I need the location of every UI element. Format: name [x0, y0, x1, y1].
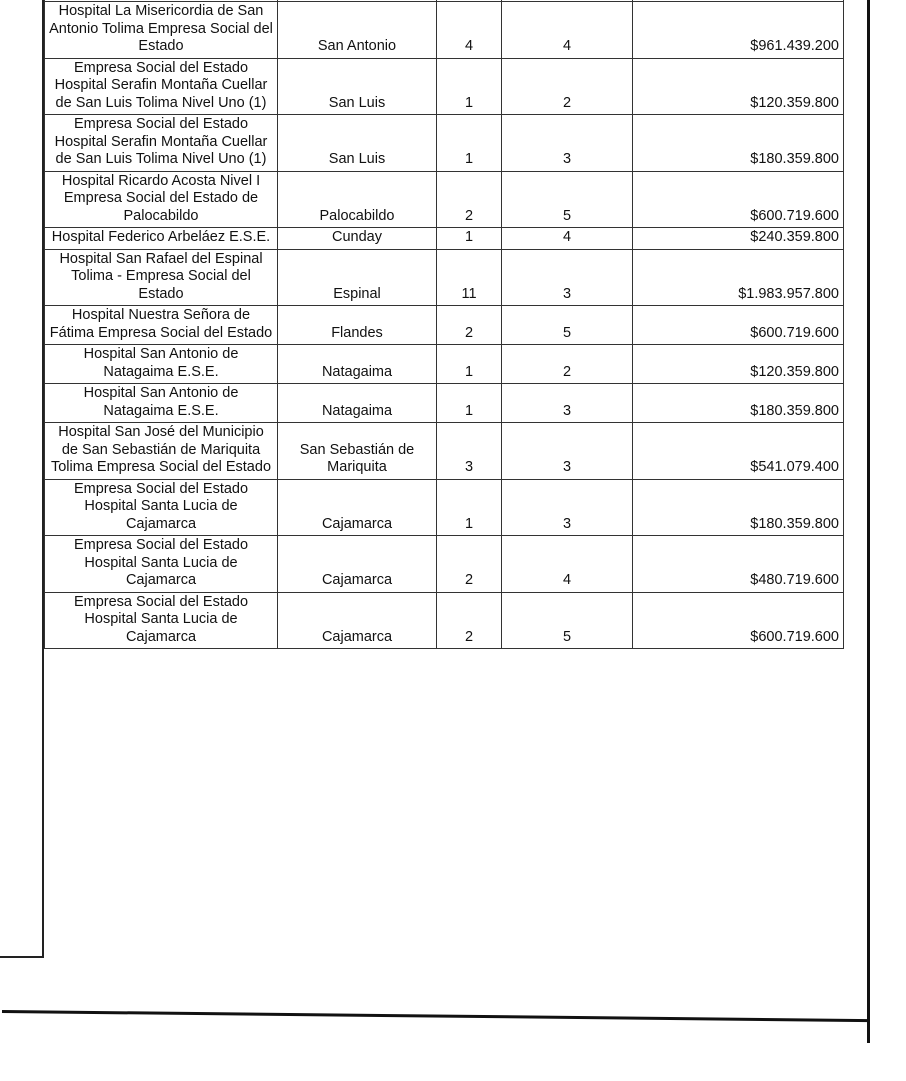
count-cell-2: 2	[502, 345, 633, 384]
value-cell: $600.719.600	[633, 592, 844, 649]
count-cell-2: 5	[502, 306, 633, 345]
table-row	[45, 536, 844, 593]
value-cell: $600.719.600	[633, 171, 844, 228]
table-row	[45, 345, 844, 384]
hospital-name-cell: Empresa Social del Estado Hospital Serafin Montaña Cuellar de San Luis Tolima Nivel Uno (1)	[45, 58, 278, 115]
hospital-name-cell: Hospital San Antonio de Natagaima E.S.E.	[45, 384, 278, 423]
value-cell: $961.439.200	[633, 2, 844, 59]
count-cell-2: 4	[502, 536, 633, 593]
municipality-cell: Natagaima	[278, 345, 437, 384]
count-cell-2: 2	[502, 58, 633, 115]
count-cell-1: 4	[437, 2, 502, 59]
count-cell-1: 1	[437, 345, 502, 384]
municipality-cell: San Antonio	[278, 2, 437, 59]
table-row	[45, 384, 844, 423]
page-frame-bottom-border	[2, 1010, 870, 1022]
page-frame-left-border	[0, 0, 44, 958]
municipality-cell: Natagaima	[278, 384, 437, 423]
value-cell: $180.359.800	[633, 479, 844, 536]
count-cell-2: 4	[502, 228, 633, 250]
page-frame-right-border	[867, 0, 870, 1043]
table-row	[45, 592, 844, 649]
hospital-name-cell: Hospital Ricardo Acosta Nivel I Empresa Social del Estado de Palocabildo	[45, 171, 278, 228]
table-row	[45, 423, 844, 480]
count-cell-2: 3	[502, 115, 633, 172]
municipality-cell: Cajamarca	[278, 536, 437, 593]
municipality-cell: Flandes	[278, 306, 437, 345]
count-cell-1: 2	[437, 306, 502, 345]
table-row	[45, 228, 844, 250]
hospital-name-cell: Empresa Social del Estado Hospital Serafin Montaña Cuellar de San Luis Tolima Nivel Uno (1)	[45, 115, 278, 172]
count-cell-2: 3	[502, 479, 633, 536]
table-row	[45, 58, 844, 115]
count-cell-1: 2	[437, 171, 502, 228]
municipality-cell: Espinal	[278, 249, 437, 306]
table-row	[45, 306, 844, 345]
table-row	[45, 115, 844, 172]
hospital-name-cell: Empresa Social del Estado Hospital Santa Lucia de Cajamarca	[45, 592, 278, 649]
count-cell-1: 1	[437, 58, 502, 115]
value-cell: $120.359.800	[633, 58, 844, 115]
municipality-cell: San Luis	[278, 115, 437, 172]
municipality-cell: Cajamarca	[278, 479, 437, 536]
value-cell: $180.359.800	[633, 384, 844, 423]
municipality-cell: Cajamarca	[278, 592, 437, 649]
table-row	[45, 249, 844, 306]
count-cell-2: 3	[502, 423, 633, 480]
count-cell-2: 3	[502, 384, 633, 423]
count-cell-1: 2	[437, 592, 502, 649]
hospital-name-cell: Hospital San Rafael del Espinal Tolima - Empresa Social del Estado	[45, 249, 278, 306]
count-cell-2: 5	[502, 171, 633, 228]
count-cell-1: 2	[437, 536, 502, 593]
hospital-name-cell: Empresa Social del Estado Hospital Santa Lucia de Cajamarca	[45, 536, 278, 593]
count-cell-1: 1	[437, 479, 502, 536]
municipality-cell: Cunday	[278, 228, 437, 250]
hospital-name-cell: Hospital La Misericordia de San Antonio Tolima Empresa Social del Estado	[45, 2, 278, 59]
hospital-name-cell: Hospital Nuestra Señora de Fátima Empresa Social del Estado	[45, 306, 278, 345]
table-row	[45, 2, 844, 59]
count-cell-2: 5	[502, 592, 633, 649]
value-cell: $480.719.600	[633, 536, 844, 593]
table-row	[45, 479, 844, 536]
count-cell-1: 1	[437, 228, 502, 250]
municipality-cell: San Luis	[278, 58, 437, 115]
municipality-cell: Palocabildo	[278, 171, 437, 228]
value-cell: $541.079.400	[633, 423, 844, 480]
hospital-name-cell: Hospital San Antonio de Natagaima E.S.E.	[45, 345, 278, 384]
count-cell-1: 1	[437, 115, 502, 172]
hospital-name-cell: Hospital San José del Municipio de San Sebastián de Mariquita Tolima Empresa Social del Estado	[45, 423, 278, 480]
hospital-name-cell: Hospital Federico Arbeláez E.S.E.	[45, 228, 278, 250]
hospital-table	[44, 0, 844, 649]
value-cell: $120.359.800	[633, 345, 844, 384]
value-cell: $600.719.600	[633, 306, 844, 345]
count-cell-2: 4	[502, 2, 633, 59]
table-row	[45, 171, 844, 228]
count-cell-1: 3	[437, 423, 502, 480]
value-cell: $180.359.800	[633, 115, 844, 172]
municipality-cell: San Sebastián de Mariquita	[278, 423, 437, 480]
count-cell-1: 11	[437, 249, 502, 306]
count-cell-1: 1	[437, 384, 502, 423]
page-frame-left-tick	[0, 956, 44, 958]
value-cell: $240.359.800	[633, 228, 844, 250]
value-cell: $1.983.957.800	[633, 249, 844, 306]
hospital-name-cell: Empresa Social del Estado Hospital Santa Lucia de Cajamarca	[45, 479, 278, 536]
count-cell-2: 3	[502, 249, 633, 306]
hospital-table-body	[45, 0, 844, 649]
